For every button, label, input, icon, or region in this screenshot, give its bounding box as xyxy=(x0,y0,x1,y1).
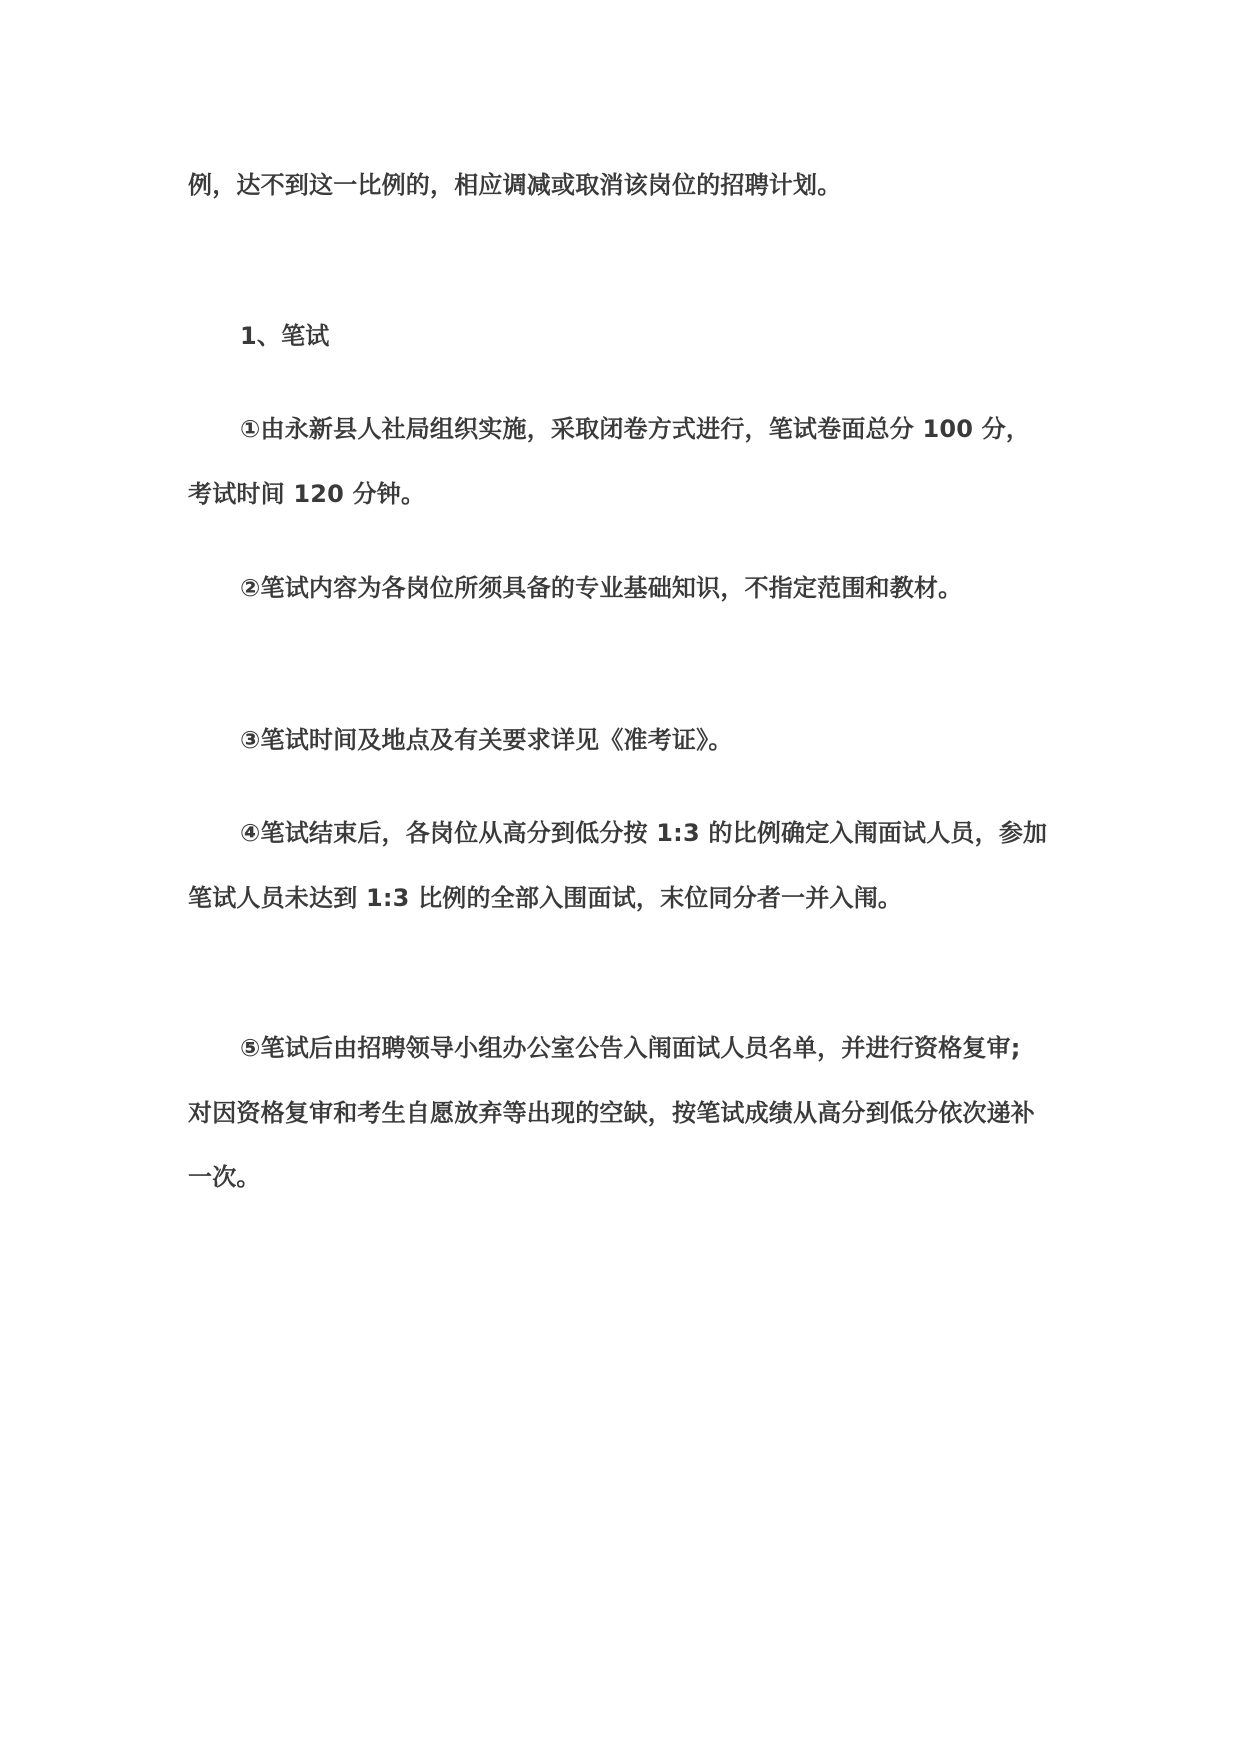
paragraph-continuation-line: 例，达不到这一比例的，相应调减或取消该岗位的招聘计划。 xyxy=(188,171,842,199)
item-5-line-2: 对因资格复审和考生自愿放弃等出现的空缺，按笔试成绩从高分到低分依次递补 xyxy=(188,1099,1035,1127)
item-4-line-2: 笔试人员未达到 1:3 比例的全部入围面试，末位同分者一并入闱。 xyxy=(188,884,903,912)
item-5-line-1: ⑤笔试后由招聘领导小组办公室公告入闱面试人员名单，并进行资格复审; xyxy=(240,1034,1021,1062)
item-4-line-1: ④笔试结束后，各岗位从高分到低分按 1:3 的比例确定入闱面试人员，参加 xyxy=(240,819,1048,847)
item-1-line-2: 考试时间 120 分钟。 xyxy=(188,480,426,508)
item-1-line-1: ①由永新县人社局组织实施，采取闭卷方式进行，笔试卷面总分 100 分， xyxy=(240,415,1031,443)
section-heading-written-exam: 1、笔试 xyxy=(240,322,330,350)
item-3-line-1: ③笔试时间及地点及有关要求详见《准考证》。 xyxy=(240,726,733,754)
item-5-line-3: 一次。 xyxy=(188,1163,261,1191)
item-2-line-1: ②笔试内容为各岗位所须具备的专业基础知识，不指定范围和教材。 xyxy=(240,574,963,602)
